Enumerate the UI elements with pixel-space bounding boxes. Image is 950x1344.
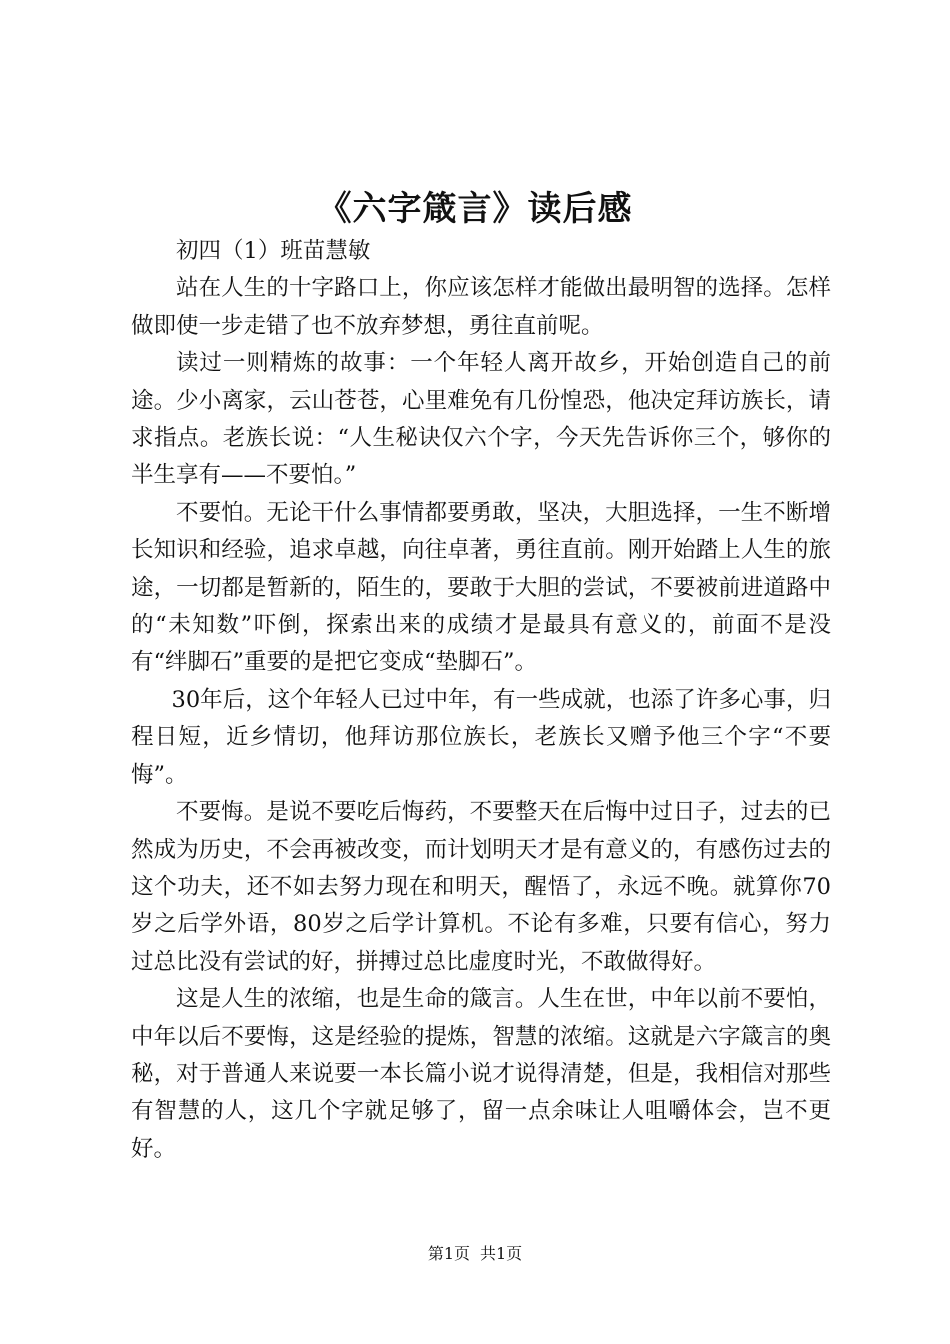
paragraph-5: 不要悔。是说不要吃后悔药，不要整天在后悔中过日子，过去的已然成为历史，不会再被改变，而计划明天才是有意义的，有感伤过去的这个功夫，还不如去努力现在和明天，醒悟了，永远不晚。就算你70岁之后学外语，80岁之后学计算机。不论有多难，只要有信心，努力过总比没有尝试的好，拼搏过总比虚度时光，不敢做得好。 — [131, 799, 831, 975]
paragraph-6: 这是人生的浓缩，也是生命的箴言。人生在世，中年以前不要怕，中年以后不要悔，这是经验的提炼，智慧的浓缩。这就是六字箴言的奥秘，对于普通人来说要一本长篇小说才说得清楚，但是，我相信对那些有智慧的人，这几个字就足够了，留一点余味让人咀嚼体会，岂不更好。 — [131, 986, 831, 1162]
paragraph-2: 读过一则精炼的故事：一个年轻人离开故乡，开始创造自己的前途。少小离家，云山苍苍，心里难免有几份惶恐，他决定拜访族长，请求指点。老族长说：“人生秘诀仅六个字，今天先告诉你三个，够你的半生享有——不要怕。” — [131, 350, 831, 489]
paragraph-1: 站在人生的十字路口上，你应该怎样才能做出最明智的选择。怎样做即使一步走错了也不放弃梦想，勇往直前呢。 — [131, 275, 831, 339]
author-line: 初四（1）班苗慧敏 — [176, 238, 371, 264]
paragraph-3: 不要怕。无论干什么事情都要勇敢，坚决，大胆选择，一生不断增长知识和经验，追求卓越，向往卓著，勇往直前。刚开始踏上人生的旅途，一切都是暂新的，陌生的，要敢于大胆的尝试，不要被前进道路中的“未知数”吓倒，探索出来的成绩才是最具有意义的，前面不是没有“绊脚石”重要的是把它变成“垫脚石”。 — [131, 499, 831, 676]
page-total: 共1页 — [480, 1244, 523, 1263]
page-footer — [0, 1243, 950, 1265]
document-body — [131, 233, 831, 1168]
page-number: 第1页 — [427, 1244, 470, 1263]
document-title: 《六字箴言》读后感 — [317, 189, 633, 229]
paragraph-4: 30年后，这个年轻人已过中年，有一些成就，也添了许多心事，归程日短，近乡情切，他拜访那位族长，老族长又赠予他三个字“不要悔”。 — [131, 686, 831, 788]
